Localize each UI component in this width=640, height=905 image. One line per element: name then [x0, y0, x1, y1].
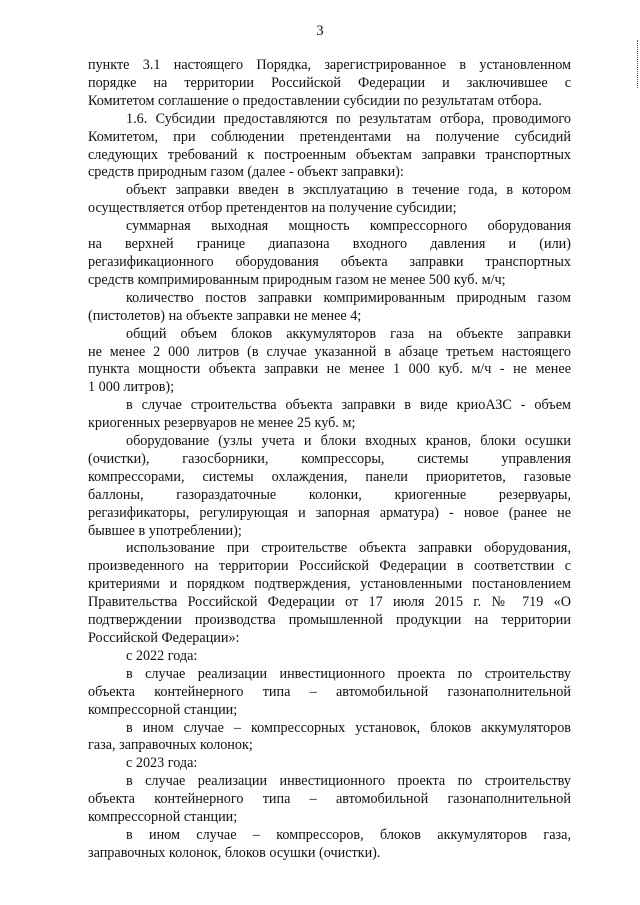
text-line: осуществляется отбор претендентов на получение субсидии; — [88, 200, 457, 217]
text-line: газа, заправочных колонок; — [88, 737, 253, 754]
text-line: объект заправки введен в эксплуатацию в течение года, в котором — [126, 182, 571, 199]
body-text — [88, 57, 571, 863]
text-line: пункта мощности объекта заправки не менее 1 000 куб. м/ч - не менее — [88, 361, 571, 378]
text-line: оборудование (узлы учета и блоки входных кранов, блоки осушки — [126, 433, 571, 450]
text-line: средств компримированным природным газом не менее 500 куб. м/ч; — [88, 271, 506, 288]
text-line: в ином случае – компрессорных установок, блоков аккумуляторов — [126, 719, 571, 736]
text-line: регазификационного оборудования объекта заправки транспортных — [88, 253, 571, 270]
text-line: в ином случае – компрессоров, блоков аккумуляторов газа, — [126, 826, 571, 843]
text-line: пункте 3.1 настоящего Порядка, зарегистрированное в установленном — [88, 57, 571, 73]
text-line: общий объем блоков аккумуляторов газа на объекте заправки — [126, 325, 571, 342]
text-line: в случае реализации инвестиционного проекта по строительству — [126, 665, 571, 682]
text-line: компрессорной станции; — [88, 809, 238, 826]
text-line: в случае реализации инвестиционного проекта по строительству — [126, 773, 571, 790]
text-line: бывшее в употреблении); — [88, 522, 242, 539]
text-line: не менее 2 000 литров (в случае указанной в абзаце третьем настоящего — [88, 343, 571, 360]
text-line: 1 000 литров); — [88, 379, 175, 396]
text-line: объекта контейнерного типа – автомобильной газонаполнительной — [88, 791, 571, 808]
text-line: баллоны, газораздаточные колонки, криогенные резервуары, — [88, 486, 571, 503]
text-line: регазификаторы, регулирующая и запорная арматура) - новое (ранее не — [88, 504, 571, 521]
text-line: Правительства Российской Федерации от 17 июля 2015 г. № 719 «О — [88, 594, 571, 611]
text-line: (пистолетов) на объекте заправки не менее 4; — [88, 307, 362, 324]
text-line: следующих требований к построенным объектам заправки транспортных — [88, 146, 571, 163]
text-line: Комитетом соглашение о предоставлении субсидии по результатам отбора. — [88, 92, 542, 109]
text-line: средств природным газом (далее - объект заправки): — [88, 164, 404, 181]
text-line: в случае строительства объекта заправки в виде криоАЗС - объем — [126, 397, 571, 414]
text-line: на верхней границе диапазона входного давления и (или) — [88, 236, 571, 253]
text-line: порядке на территории Российской Федерации и заключившее с — [88, 74, 571, 91]
text-line: с 2022 года: — [126, 647, 198, 664]
text-line: компрессорной станции; — [88, 701, 238, 718]
text-line: Комитетом, при соблюдении претендентами на получение субсидий — [88, 128, 571, 145]
text-line: подтверждении производства промышленной продукции на территории — [88, 612, 571, 629]
text-line: критериями и порядком подтверждения, установленными постановлением — [88, 576, 571, 593]
text-line: криогенных резервуаров не менее 25 куб. м; — [88, 415, 356, 432]
text-line: суммарная выходная мощность компрессорного оборудования — [126, 218, 571, 235]
text-line: 1.6. Субсидии предоставляются по результатам отбора, проводимого — [126, 110, 571, 127]
text-line: компрессорами, системы охлаждения, панели приоритетов, газовые — [88, 468, 571, 485]
text-line: (очистки), газосборники, компрессоры, системы управления — [88, 450, 571, 467]
text-line: использование при строительстве объекта заправки оборудования, — [126, 540, 571, 557]
text-line: количество постов заправки компримированным природным газом — [126, 289, 571, 306]
text-line: с 2023 года: — [126, 755, 198, 772]
text-line: заправочных колонок, блоков осушки (очистки). — [88, 844, 381, 861]
text-line: произведенного на территории Российской Федерации в соответствии с — [88, 558, 571, 575]
scan-edge-mark — [634, 40, 638, 88]
page-number: 3 — [316, 23, 324, 39]
text-line: Российской Федерации»: — [88, 630, 240, 646]
text-line: объекта контейнерного типа – автомобильной газонаполнительной — [88, 683, 571, 700]
